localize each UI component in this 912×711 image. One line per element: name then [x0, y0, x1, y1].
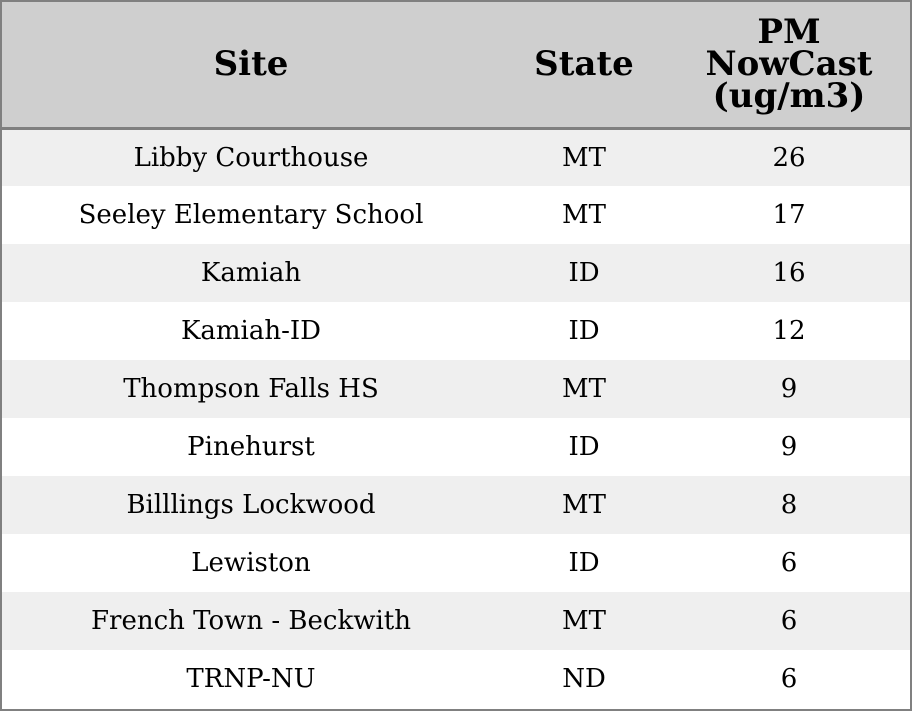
site-cell: French Town - Beckwith	[90, 606, 412, 636]
pm-value-cell: 16	[772, 258, 806, 288]
pm-value-cell: 6	[780, 548, 798, 578]
site-cell: Lewiston	[191, 548, 311, 578]
pm-value-cell: 8	[780, 490, 798, 520]
state-cell: MT	[562, 606, 606, 636]
site-cell: Libby Courthouse	[133, 142, 369, 173]
state-cell: ND	[562, 664, 606, 694]
table-row	[2, 650, 910, 708]
pm-value-cell: 12	[772, 316, 806, 346]
pm-value-cell: 9	[780, 374, 798, 404]
site-cell: Thompson Falls HS	[123, 374, 379, 404]
table-row	[2, 534, 910, 592]
site-cell: Pinehurst	[187, 432, 315, 462]
pm-nowcast-table	[2, 2, 910, 708]
site-cell: Seeley Elementary School	[78, 200, 424, 230]
column-header-pm-nowcast	[668, 2, 910, 128]
state-cell: MT	[562, 490, 606, 520]
state-cell: ID	[568, 258, 600, 288]
site-cell: Kamiah-ID	[180, 316, 322, 346]
pm-value-cell: 9	[780, 432, 798, 462]
pm-value-cell: 26	[772, 142, 806, 173]
pm-header-line-1: PM	[757, 12, 821, 53]
pm-header-line-3: (ug/m3)	[712, 76, 866, 117]
site-cell: Billlings Lockwood	[126, 490, 376, 520]
table-row	[2, 244, 910, 302]
column-header-state: State	[500, 2, 668, 128]
header-row	[2, 2, 910, 128]
table-row	[2, 592, 910, 650]
table-row	[2, 360, 910, 418]
pm-value-cell: 6	[780, 606, 798, 636]
site-cell: Kamiah	[200, 258, 302, 288]
table-row	[2, 186, 910, 244]
state-cell: ID	[568, 316, 600, 346]
table-header	[2, 2, 910, 128]
pm-value-cell: 17	[772, 200, 806, 230]
pm-value-cell: 6	[780, 664, 798, 694]
state-cell: MT	[562, 374, 606, 404]
state-cell: ID	[568, 548, 600, 578]
table-body	[2, 128, 910, 708]
column-header-site: Site	[2, 2, 500, 128]
state-cell: MT	[562, 200, 606, 230]
table-row	[2, 128, 910, 186]
site-cell: TRNP-NU	[186, 664, 316, 694]
table-row	[2, 418, 910, 476]
state-cell: MT	[562, 142, 606, 173]
pm-header-line-2: NowCast	[705, 44, 873, 85]
table-row	[2, 476, 910, 534]
state-cell: ID	[568, 432, 600, 462]
table-row	[2, 302, 910, 360]
